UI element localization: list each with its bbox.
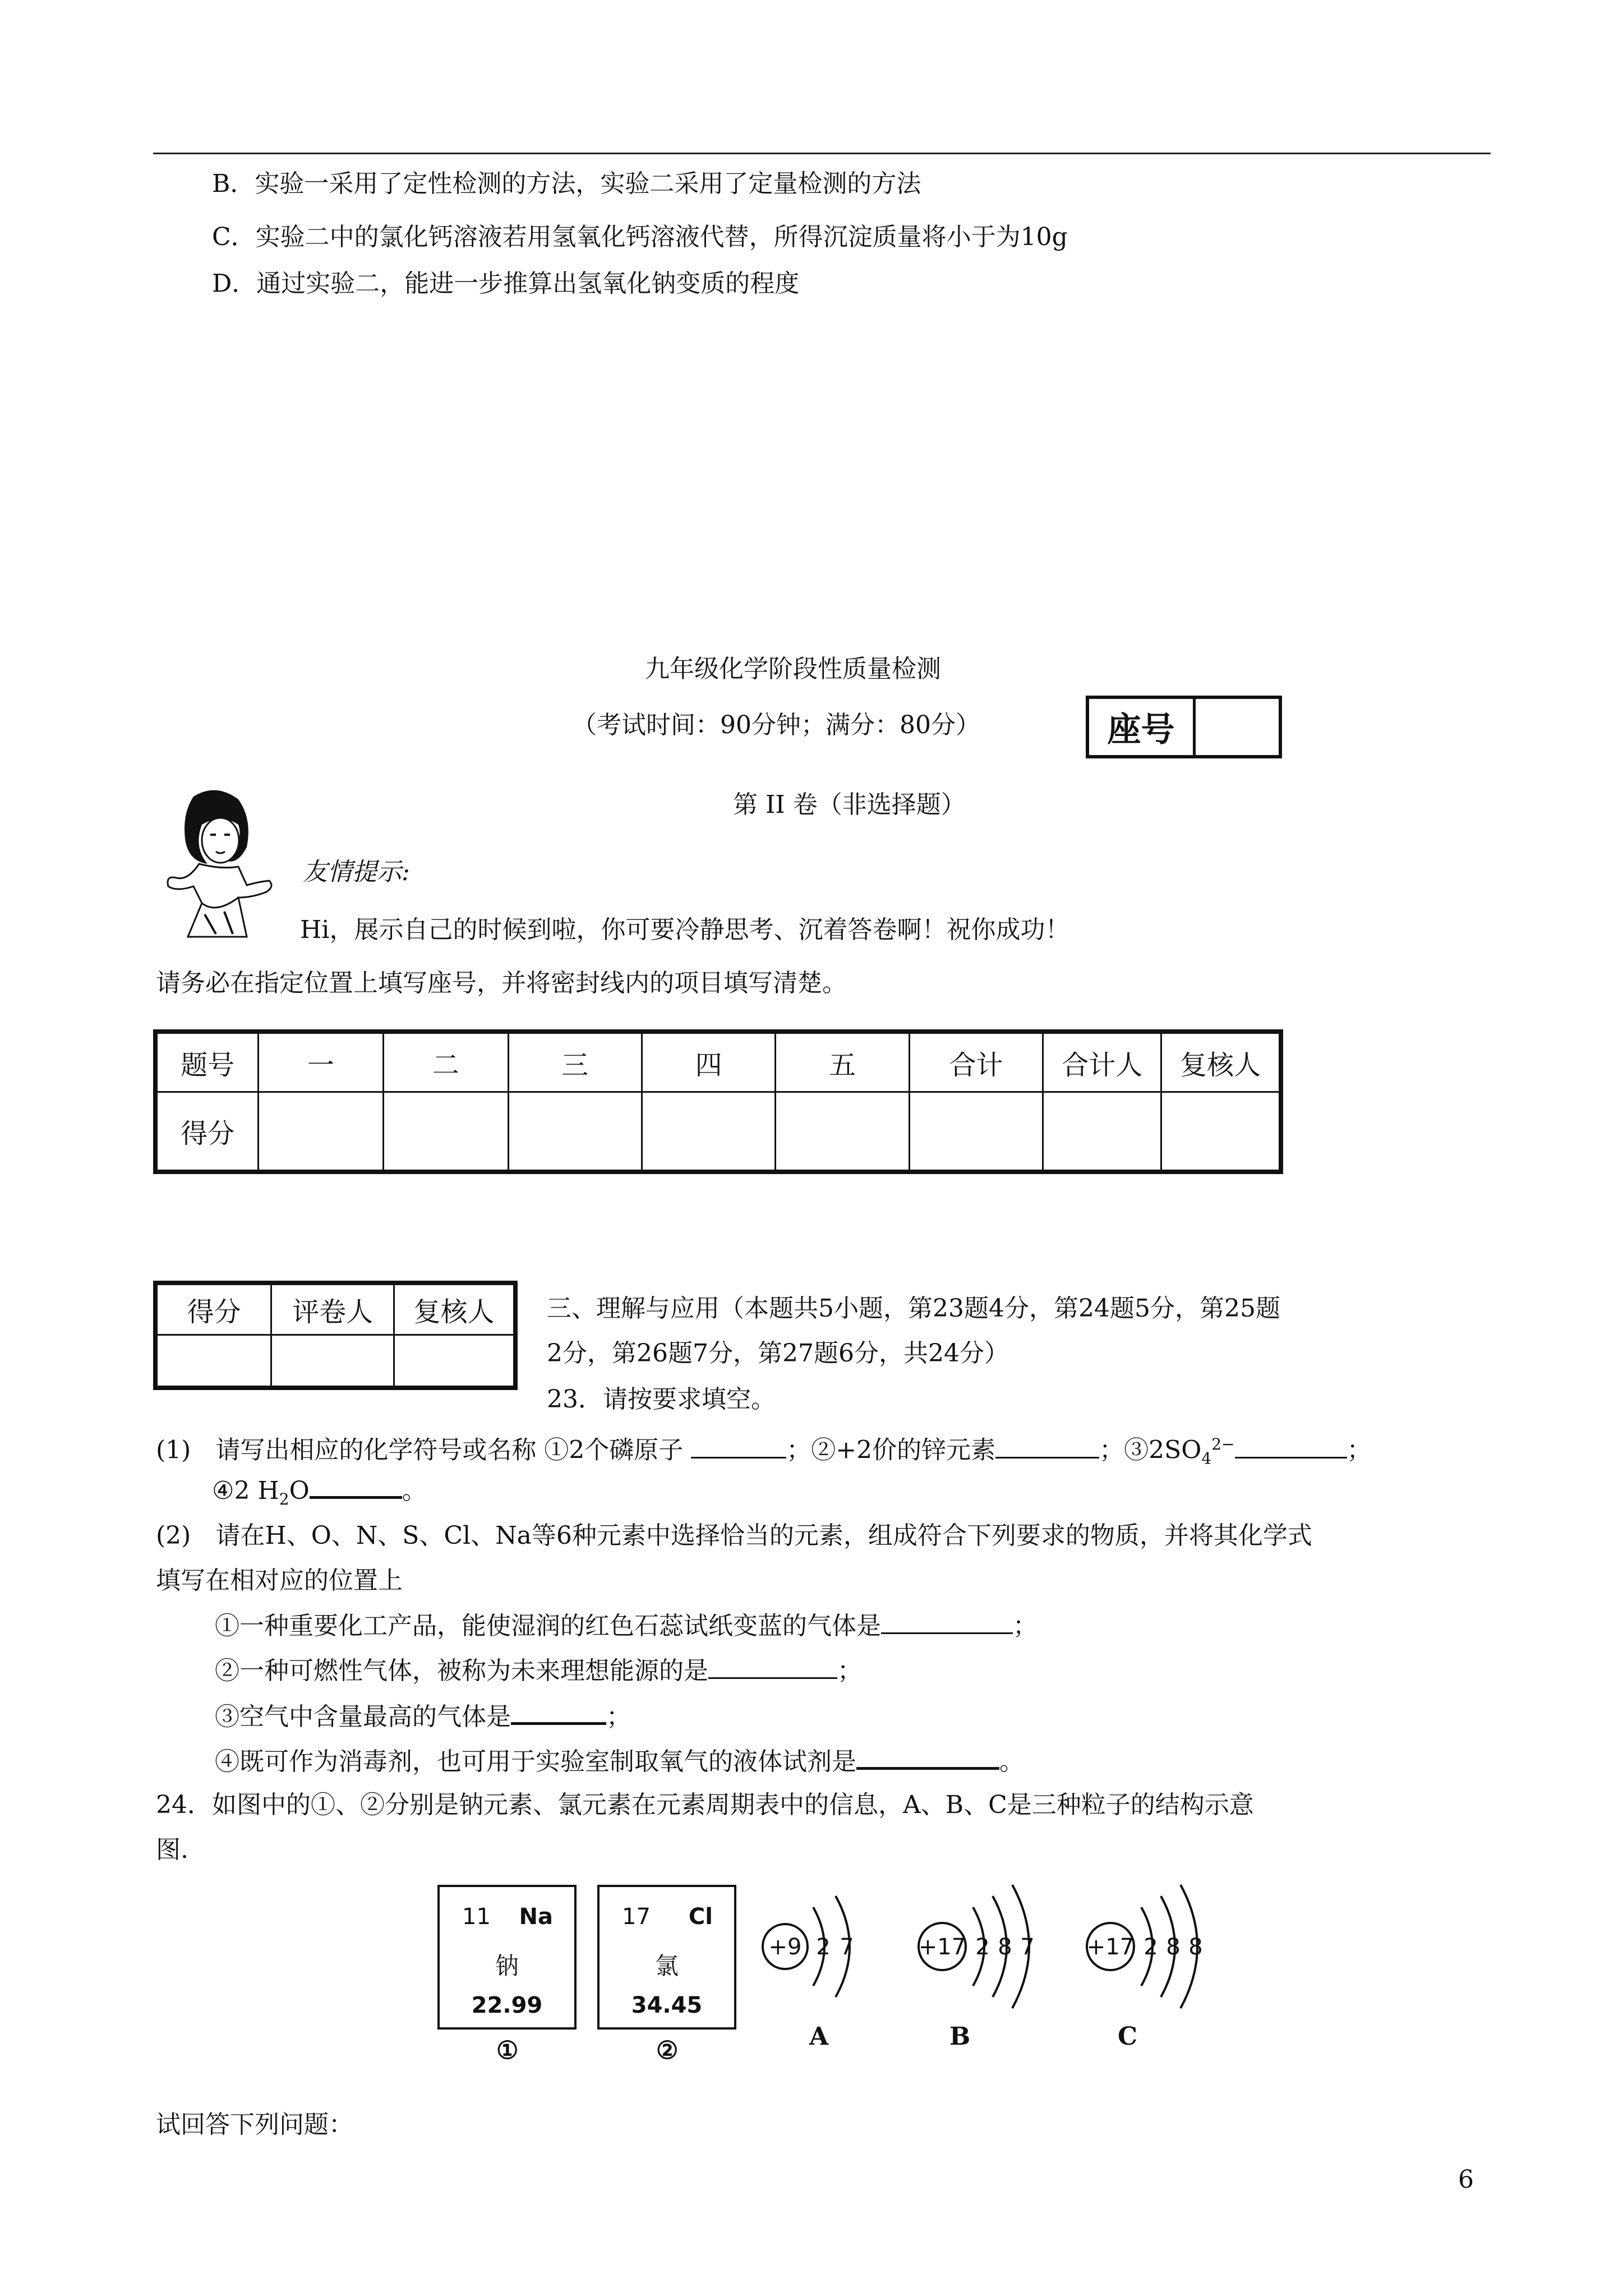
exam-title: 九年级化学阶段性质量检测 bbox=[645, 655, 941, 683]
score-header-cell: 五 bbox=[776, 1033, 909, 1092]
score-header-cell: 二 bbox=[383, 1033, 508, 1092]
score-header-cell: 三 bbox=[508, 1033, 642, 1092]
q23-1-e-tail: O bbox=[289, 1476, 310, 1505]
grader-header-cell: 评卷人 bbox=[271, 1285, 394, 1335]
shell-count: 8 bbox=[998, 1934, 1012, 1960]
shell-count: 8 bbox=[1166, 1934, 1181, 1960]
element-mass: 34.45 bbox=[631, 1993, 703, 2018]
q23-2-item-end: ； bbox=[606, 1703, 631, 1731]
option-c: C．实验二中的氯化钙溶液若用氢氧化钙溶液代替，所得沉淀质量将小于为10g bbox=[212, 223, 1068, 251]
answer-prompt: 试回答下列问题： bbox=[156, 2110, 353, 2139]
q23-2-line2: 填写在相对应的位置上 bbox=[156, 1566, 403, 1595]
grader-table bbox=[156, 1283, 515, 1387]
element-label: ② bbox=[656, 2036, 679, 2065]
q23-2-line1: (2) 请在H、O、N、S、Cl、Na等6种元素中选择恰当的元素，组成符合下列要求的物质，并将其化学式 bbox=[156, 1521, 1312, 1550]
shell-count: 7 bbox=[840, 1934, 854, 1960]
score-cell[interactable] bbox=[776, 1092, 909, 1171]
q23-2-item-end: ； bbox=[837, 1657, 862, 1685]
nucleus-c-label: +17 bbox=[1086, 1934, 1135, 1960]
answer-blank[interactable] bbox=[511, 1700, 606, 1725]
q23-1-text-b: ；②+2价的锌元素 bbox=[786, 1435, 996, 1465]
q23-1-text-a: (1) 请写出相应的化学符号或名称 ①2个磷原子 bbox=[156, 1435, 691, 1465]
q23-2-item bbox=[215, 1700, 631, 1733]
score-cell[interactable] bbox=[383, 1092, 508, 1171]
q23-2-item bbox=[215, 1610, 1038, 1642]
q23-2-item bbox=[215, 1745, 1024, 1778]
atom-label: C bbox=[1118, 2022, 1138, 2051]
score-header-cell: 一 bbox=[259, 1033, 384, 1092]
option-b: B．实验一采用了定性检测的方法，实验二采用了定量检测的方法 bbox=[212, 169, 921, 198]
grader-cell[interactable] bbox=[157, 1335, 271, 1387]
element-card-cl bbox=[597, 1885, 736, 2030]
q23-1-line2 bbox=[212, 1474, 427, 1515]
answer-blank[interactable] bbox=[691, 1434, 786, 1458]
q23-title: 23．请按要求填空。 bbox=[547, 1385, 776, 1414]
element-number: 17 bbox=[622, 1904, 651, 1930]
instruction-text: 请务必在指定位置上填写座号，并将密封线内的项目填写清楚。 bbox=[156, 969, 847, 997]
q23-2-item-text: ③空气中含量最高的气体是 bbox=[215, 1703, 511, 1731]
q24-line2: 图. bbox=[156, 1835, 188, 1864]
tip-heading: 友情提示: bbox=[303, 858, 410, 886]
grader-cell[interactable] bbox=[271, 1335, 394, 1387]
q23-1-line1 bbox=[156, 1429, 1372, 1474]
score-cell[interactable] bbox=[508, 1092, 642, 1171]
score-header-cell: 复核人 bbox=[1161, 1033, 1280, 1092]
tip-message: Hi，展示自己的时候到啦，你可要冷静思考、沉着答卷啊！祝你成功！ bbox=[300, 915, 1070, 944]
answer-blank[interactable] bbox=[310, 1474, 402, 1499]
q24-line1: 24．如图中的①、②分别是钠元素、氯元素在元素周期表中的信息，A、B、C是三种粒子的结构示意 bbox=[156, 1791, 1254, 1819]
seat-blank[interactable] bbox=[1196, 699, 1279, 755]
score-header-cell: 四 bbox=[642, 1033, 775, 1092]
element-symbol: Cl bbox=[688, 1904, 713, 1930]
nucleus-a-label: +9 bbox=[768, 1934, 802, 1960]
q23-2-item-text: ④既可作为消毒剂，也可用于实验室制取氧气的液体试剂是 bbox=[215, 1747, 856, 1776]
score-cell[interactable] bbox=[1161, 1092, 1280, 1171]
score-header-cell: 题号 bbox=[157, 1033, 259, 1092]
answer-blank[interactable] bbox=[881, 1610, 1013, 1634]
seat-label: 座号 bbox=[1089, 699, 1196, 755]
q23-2-item-end: 。 bbox=[999, 1747, 1024, 1776]
score-header-cell: 合计人 bbox=[1043, 1033, 1161, 1092]
q23-2-item-text: ②一种可燃性气体，被称为未来理想能源的是 bbox=[215, 1657, 708, 1685]
exam-subtitle: （考试时间：90分钟；满分：80分） bbox=[572, 711, 980, 739]
shell-count: 2 bbox=[816, 1934, 831, 1960]
element-card-na bbox=[437, 1885, 577, 2030]
nucleus-b-label: +17 bbox=[918, 1934, 966, 1960]
q23-2-item bbox=[215, 1655, 862, 1687]
shell-count: 2 bbox=[975, 1934, 990, 1960]
q23-1-text-f: 。 bbox=[402, 1476, 427, 1505]
answer-blank[interactable] bbox=[1235, 1434, 1347, 1458]
element-number: 11 bbox=[462, 1904, 491, 1930]
shell-count: 8 bbox=[1188, 1934, 1203, 1960]
score-cell[interactable] bbox=[259, 1092, 384, 1171]
section3-line1: 三、理解与应用（本题共5小题，第23题4分，第24题5分，第25题 bbox=[547, 1294, 1280, 1323]
page-number: 6 bbox=[1458, 2165, 1474, 2194]
answer-blank[interactable] bbox=[708, 1655, 837, 1679]
shell-count: 2 bbox=[1144, 1934, 1158, 1960]
atom-label: B bbox=[949, 2022, 971, 2051]
q23-1-text-d: ； bbox=[1347, 1435, 1372, 1465]
q23-2-item-text: ①一种重要化工产品，能使湿润的红色石蕊试纸变蓝的气体是 bbox=[215, 1612, 881, 1640]
score-header-cell: 合计 bbox=[909, 1033, 1043, 1092]
element-name: 氯 bbox=[654, 1952, 679, 1980]
grader-header-cell: 复核人 bbox=[394, 1285, 514, 1335]
atom-label: A bbox=[809, 2022, 829, 2051]
q23-1-sup: 2− bbox=[1211, 1435, 1235, 1453]
section3-line2: 2分，第26题7分，第27题6分，共24分） bbox=[547, 1339, 1009, 1368]
top-rule bbox=[153, 153, 1491, 154]
option-d: D．通过实验二，能进一步推算出氢氧化钠变质的程度 bbox=[212, 269, 800, 298]
q23-1-sub: 4 bbox=[1201, 1449, 1212, 1468]
element-symbol: Na bbox=[519, 1904, 553, 1930]
element-name: 钠 bbox=[495, 1952, 519, 1980]
score-cell[interactable] bbox=[1043, 1092, 1161, 1171]
grader-cell[interactable] bbox=[394, 1335, 514, 1387]
volume-title: 第 II 卷（非选择题） bbox=[733, 790, 966, 819]
score-table bbox=[156, 1032, 1280, 1171]
grader-header-cell: 得分 bbox=[157, 1285, 271, 1335]
q23-1-text-e: ④2 H bbox=[212, 1476, 279, 1505]
answer-blank[interactable] bbox=[995, 1434, 1099, 1458]
element-label: ① bbox=[496, 2036, 519, 2065]
q23-1-text-c: ；③2SO bbox=[1099, 1435, 1202, 1465]
seat-number-box bbox=[1086, 696, 1282, 758]
q23-1-e-sub: 2 bbox=[279, 1489, 289, 1508]
score-row-label: 得分 bbox=[157, 1092, 259, 1171]
shell-count: 7 bbox=[1020, 1934, 1035, 1960]
score-cell[interactable] bbox=[909, 1092, 1043, 1171]
cartoon-girl-icon bbox=[154, 785, 278, 942]
atom-structure-diagrams bbox=[751, 1868, 1223, 2025]
score-cell[interactable] bbox=[642, 1092, 775, 1171]
q23-2-item-end: ； bbox=[1013, 1612, 1038, 1640]
element-mass: 22.99 bbox=[471, 1993, 543, 2018]
answer-blank[interactable] bbox=[856, 1745, 999, 1770]
